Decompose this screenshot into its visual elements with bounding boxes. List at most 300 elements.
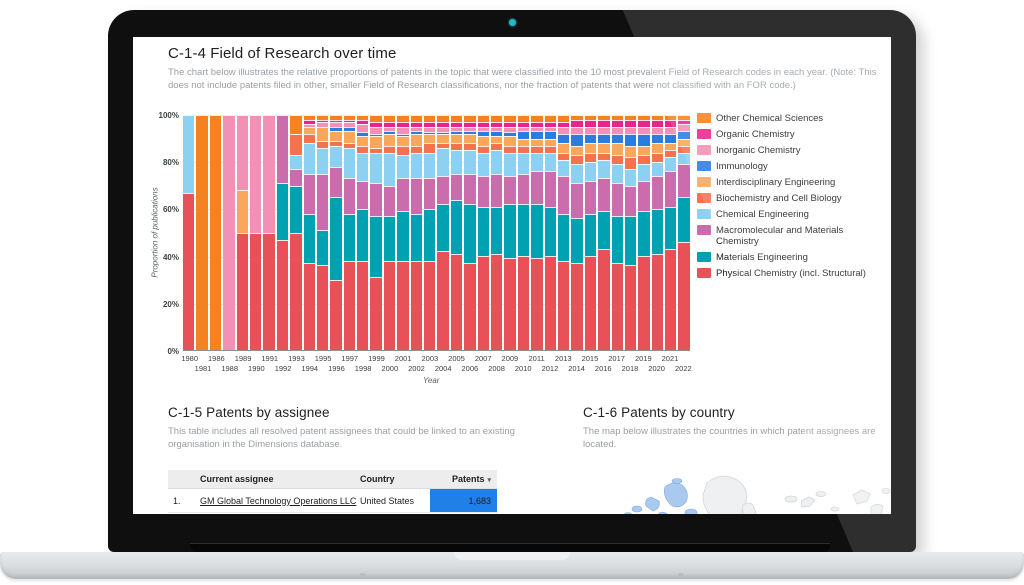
x-tick-label: 2021 (661, 354, 679, 363)
bar-1995 (317, 115, 328, 350)
x-tick-label: 1998 (354, 364, 372, 373)
world-map (573, 457, 891, 514)
x-tick-label: 2022 (674, 364, 692, 373)
bar-segment (652, 209, 663, 254)
bar-segment (464, 150, 475, 174)
bar-segment (478, 136, 489, 145)
bar-segment (478, 153, 489, 177)
bar-segment (612, 216, 623, 263)
bar-segment (612, 143, 623, 155)
bar-segment (638, 146, 649, 155)
x-axis-ticks (183, 352, 690, 376)
bar-segment (290, 155, 301, 169)
bar-segment (290, 115, 301, 134)
bar-segment (491, 136, 502, 143)
bar-2016 (598, 115, 609, 350)
bar-segment (317, 148, 328, 174)
bar-segment (357, 136, 368, 145)
bar-segment (344, 261, 355, 350)
bar-segment (357, 153, 368, 181)
bar-segment (598, 134, 609, 143)
bar-segment (545, 171, 556, 206)
bar-segment (638, 155, 649, 164)
bar-1988 (223, 115, 234, 350)
bar-segment (545, 207, 556, 256)
bar-segment (612, 164, 623, 183)
bar-segment (665, 134, 676, 143)
bar-segment (531, 258, 542, 350)
x-tick-label: 2018 (621, 364, 639, 373)
bar-segment (344, 178, 355, 213)
legend-swatch (697, 193, 711, 203)
legend-label: Organic Chemistry (716, 129, 795, 140)
bar-segment (665, 127, 676, 134)
bar-segment (384, 186, 395, 217)
bar-2010 (518, 115, 529, 350)
laptop-screen (133, 37, 891, 514)
x-axis-title: Year (423, 376, 440, 385)
map-land-outlines (703, 476, 890, 514)
bar-segment (652, 176, 663, 209)
bar-segment (504, 146, 515, 153)
country-column-header: Country (360, 474, 395, 484)
bar-segment (571, 127, 582, 134)
bar-segment (464, 143, 475, 150)
bar-segment (451, 143, 462, 150)
x-tick-label: 2002 (408, 364, 425, 373)
bar-segment (678, 242, 689, 350)
legend-swatch (697, 268, 711, 278)
chart-legend (697, 113, 887, 284)
bar-segment (625, 134, 636, 146)
bar-segment (451, 200, 462, 254)
bar-segment (304, 127, 315, 134)
x-tick-label: 1990 (248, 364, 265, 373)
bar-segment (491, 254, 502, 350)
bar-2018 (625, 115, 636, 350)
bar-segment (545, 146, 556, 153)
bar-segment (625, 157, 636, 169)
x-tick-label: 2003 (421, 354, 439, 363)
x-tick-label: 2001 (394, 354, 412, 363)
row-country: United States (360, 495, 415, 506)
bar-segment (558, 261, 569, 350)
bar-segment (464, 263, 475, 350)
bar-segment (384, 153, 395, 186)
bar-segment (464, 134, 475, 143)
bar-segment (478, 115, 489, 122)
bar-2020 (652, 115, 663, 350)
bar-2002 (411, 115, 422, 350)
bar-2000 (384, 115, 395, 350)
bar-segment (652, 153, 663, 162)
bar-segment (665, 249, 676, 350)
rubber-foot (678, 573, 684, 576)
row-assignee (196, 496, 360, 506)
bar-segment (357, 261, 368, 350)
bar-segment (652, 134, 663, 143)
bar-1993 (290, 115, 301, 350)
bar-segment (478, 207, 489, 256)
legend-item (697, 145, 887, 156)
bar-segment (504, 136, 515, 145)
bar-segment (370, 216, 381, 277)
bar-2014 (571, 115, 582, 350)
bar-2004 (437, 115, 448, 350)
bar-segment (424, 209, 435, 261)
bar-segment (598, 153, 609, 160)
bar-segment (518, 174, 529, 205)
x-tick-label: 1999 (368, 354, 385, 363)
bar-segment (504, 204, 515, 258)
bar-segment (370, 183, 381, 216)
bar-segment (518, 131, 529, 138)
bar-segment (237, 190, 248, 232)
bar-segment (397, 211, 408, 260)
legend-swatch (697, 177, 711, 187)
y-axis-title: Proportion of publications (150, 187, 160, 278)
bar-segment (638, 120, 649, 127)
rubber-foot (360, 573, 366, 576)
bar-2015 (585, 115, 596, 350)
assignee-column-header: Current assignee (200, 474, 274, 484)
bar-segment (678, 131, 689, 138)
bar-segment (558, 176, 569, 214)
lid-opening-notch (453, 552, 571, 561)
bar-1997 (344, 115, 355, 350)
legend-swatch (697, 252, 711, 262)
legend-label: Chemical Engineering (716, 209, 809, 220)
bar-segment (437, 115, 448, 122)
bar-segment (571, 263, 582, 350)
bar-segment (478, 256, 489, 350)
bar-segment (263, 233, 274, 351)
bar-segment (183, 115, 194, 193)
bar-segment (652, 162, 663, 176)
y-tick-label: 80% (162, 158, 179, 168)
legend-swatch (697, 209, 711, 219)
bar-segment (531, 115, 542, 122)
bar-2009 (504, 115, 515, 350)
bar-2017 (612, 115, 623, 350)
bar-segment (571, 134, 582, 146)
legend-item (697, 113, 887, 124)
bar-segment (424, 153, 435, 179)
y-tick-label: 40% (162, 252, 179, 262)
bar-segment (665, 157, 676, 171)
bar-segment (638, 181, 649, 212)
bar-segment (518, 146, 529, 153)
bar-segment (491, 174, 502, 207)
assignee-link[interactable]: GM Global Technology Operations LLC (200, 495, 357, 506)
bar-segment (411, 134, 422, 146)
bar-segment (571, 218, 582, 263)
bar-segment (437, 176, 448, 204)
bar-segment (290, 186, 301, 233)
bar-segment (585, 143, 596, 152)
bar-segment (598, 211, 609, 249)
legend-label: Physical Chemistry (incl. Structural) (716, 268, 866, 279)
bar-segment (451, 174, 462, 200)
assignee-table-body (168, 489, 497, 513)
x-tick-label: 1994 (301, 364, 319, 373)
sort-descending-icon: ▾ (487, 477, 491, 484)
x-tick-label: 2016 (594, 364, 612, 373)
bar-segment (558, 214, 569, 261)
bar-segment (652, 143, 663, 152)
x-tick-label: 1996 (328, 364, 345, 373)
bar-segment (397, 146, 408, 155)
bar-segment (411, 146, 422, 153)
bar-segment (612, 155, 623, 164)
row-patents (430, 489, 497, 512)
x-tick-label: 2017 (608, 354, 625, 363)
bar-segment (625, 186, 636, 217)
legend-label: Immunology (716, 161, 768, 172)
bar-segment (210, 115, 221, 350)
bar-segment (464, 174, 475, 205)
bar-segment (357, 209, 368, 261)
patents-column-header[interactable] (430, 474, 497, 484)
bar-segment (277, 183, 288, 239)
bar-segment (504, 115, 515, 122)
bar-segment (652, 254, 663, 350)
legend-item (697, 252, 887, 263)
x-tick-label: 2020 (648, 364, 665, 373)
bar-segment (464, 115, 475, 122)
legend-item (697, 177, 887, 188)
bar-segment (317, 265, 328, 350)
bar-segment (411, 178, 422, 213)
bar-segment (585, 127, 596, 134)
bar-1980 (183, 115, 194, 350)
bar-segment (665, 150, 676, 157)
bar-segment (411, 153, 422, 179)
legend-label: Interdisciplinary Engineering (716, 177, 836, 188)
bar-segment (678, 153, 689, 165)
bar-1989 (237, 115, 248, 350)
bar-segment (545, 131, 556, 138)
section-c15-title: C-1-5 Patents by assignee (168, 405, 330, 420)
bar-segment (317, 230, 328, 265)
bar-segment (330, 280, 341, 351)
x-tick-label: 2014 (568, 364, 585, 373)
x-tick-label: 2019 (634, 354, 652, 363)
bar-segment (665, 207, 676, 249)
x-tick-label: 2005 (448, 354, 465, 363)
world-map-svg (573, 457, 891, 514)
webcam-dot (509, 19, 516, 26)
bar-segment (411, 214, 422, 261)
legend-item (697, 161, 887, 172)
bar-segment (397, 261, 408, 350)
bar-segment (518, 115, 529, 122)
bar-segment (585, 181, 596, 214)
section-c15-description: This table includes all resolved patent assignees that could be linked to an existing organisation in the Dimensions database. (168, 426, 515, 450)
x-tick-label: 2011 (528, 354, 545, 363)
x-tick-label: 1981 (194, 364, 212, 373)
laptop-hinge (190, 543, 830, 552)
bar-segment (612, 183, 623, 216)
bar-segment (491, 207, 502, 254)
bar-segment (370, 127, 381, 134)
bar-segment (558, 143, 569, 152)
bar-segment (612, 127, 623, 134)
legend-label: Macromolecular and Materials Chemistry (716, 225, 844, 247)
bar-2011 (531, 115, 542, 350)
bar-segment (491, 150, 502, 174)
bar-2013 (558, 115, 569, 350)
bar-segment (531, 146, 542, 153)
bar-2001 (397, 115, 408, 350)
bar-segment (370, 115, 381, 122)
bar-segment (317, 141, 328, 148)
x-tick-label: 1988 (221, 364, 239, 373)
bar-segment (491, 143, 502, 150)
laptop-base (0, 552, 1024, 579)
x-tick-label: 1997 (341, 354, 359, 363)
bar-segment (424, 134, 435, 143)
bar-segment (585, 134, 596, 143)
bar-segment (598, 143, 609, 152)
section-c14-title: C-1-4 Field of Research over time (168, 45, 397, 62)
bar-segment (464, 204, 475, 263)
legend-swatch (697, 129, 711, 139)
bar-segment (304, 214, 315, 263)
legend-item (697, 225, 887, 247)
bar-1990 (250, 115, 261, 350)
bar-segment (531, 131, 542, 138)
x-tick-label: 1992 (274, 364, 292, 373)
bar-segment (531, 153, 542, 172)
bar-segment (598, 178, 609, 211)
bar-segment (491, 115, 502, 122)
bar-segment (504, 176, 515, 204)
bar-segment (478, 176, 489, 207)
bar-2007 (478, 115, 489, 350)
bar-segment (545, 139, 556, 146)
bar-segment (638, 256, 649, 350)
assignee-table-header (168, 470, 497, 489)
section-c16-description: The map below illustrates the countries in which patent assignees are located. (583, 426, 876, 450)
bar-segment (277, 240, 288, 350)
bar-segment (571, 120, 582, 127)
bar-segment (451, 134, 462, 143)
bar-2008 (491, 115, 502, 350)
bar-2022 (678, 115, 689, 350)
bar-1998 (357, 115, 368, 350)
bar-segment (625, 216, 636, 265)
x-tick-label: 1989 (234, 354, 252, 363)
bar-1996 (330, 115, 341, 350)
bar-segment (665, 120, 676, 127)
x-tick-label: 1980 (181, 354, 198, 363)
bar-segment (263, 115, 274, 233)
bar-segment (678, 139, 689, 146)
bar-segment (625, 127, 636, 134)
bar-2019 (638, 115, 649, 350)
legend-swatch (697, 113, 711, 123)
bar-segment (397, 155, 408, 179)
bar-segment (585, 162, 596, 181)
bar-segment (290, 134, 301, 155)
x-tick-label: 2012 (541, 364, 559, 373)
bar-segment (585, 120, 596, 127)
bar-segment (437, 134, 448, 143)
bar-segment (478, 146, 489, 153)
bar-segment (625, 265, 636, 350)
bar-2006 (464, 115, 475, 350)
bar-segment (424, 178, 435, 209)
legend-item (697, 209, 887, 220)
bar-segment (424, 143, 435, 152)
bar-segment (612, 120, 623, 127)
bar-segment (571, 146, 582, 155)
bar-segment (250, 115, 261, 233)
bar-segment (504, 258, 515, 350)
bar-segment (638, 134, 649, 146)
bar-segment (545, 256, 556, 350)
legend-item (697, 193, 887, 204)
laptop-bezel (108, 10, 916, 552)
bar-segment (652, 127, 663, 134)
bar-segment (678, 164, 689, 197)
bar-segment (370, 277, 381, 350)
x-tick-label: 2008 (488, 364, 505, 373)
bar-segment (223, 115, 234, 350)
bar-segment (571, 155, 582, 164)
bar-segment (638, 164, 649, 180)
bar-segment (437, 204, 448, 251)
bar-1999 (370, 115, 381, 350)
bar-segment (598, 249, 609, 350)
bar-segment (344, 214, 355, 261)
x-tick-label: 1991 (261, 354, 279, 363)
bar-segment (451, 254, 462, 350)
bar-segment (625, 169, 636, 185)
bar-1991 (263, 115, 274, 350)
bar-segment (612, 134, 623, 143)
bar-segment (397, 127, 408, 134)
bar-segment (437, 148, 448, 176)
bar-segment (665, 171, 676, 206)
bar-segment (344, 148, 355, 179)
bar-segment (304, 143, 315, 174)
bar-2021 (665, 115, 676, 350)
bar-segment (451, 150, 462, 174)
legend-swatch (697, 225, 711, 235)
bar-segment (330, 197, 341, 279)
legend-swatch (697, 145, 711, 155)
y-tick-label: 100% (158, 111, 179, 120)
legend-item (697, 268, 887, 279)
bar-segment (518, 139, 529, 146)
bar-segment (558, 134, 569, 143)
bar-segment (384, 115, 395, 122)
bar-segment (397, 115, 408, 122)
bar-segment (518, 256, 529, 350)
bar-segment (424, 115, 435, 122)
x-tick-label: 1995 (314, 354, 332, 363)
bar-segment (571, 183, 582, 218)
bar-segment (304, 263, 315, 350)
bar-segment (317, 174, 328, 230)
patents-header-label: Patents (451, 474, 485, 484)
section-c14-description: The chart below illustrates the relative proportions of patents in the topic that were classified into the 10 most prevalent Field of Research codes in each year. (Note: This does not include patents filed in other, smaller Field of Research classifications, nor the fraction of patents that were not classified with an FOR code.) (168, 67, 877, 91)
bar-segment (665, 143, 676, 150)
bar-segment (183, 193, 194, 350)
bar-segment (344, 131, 355, 143)
